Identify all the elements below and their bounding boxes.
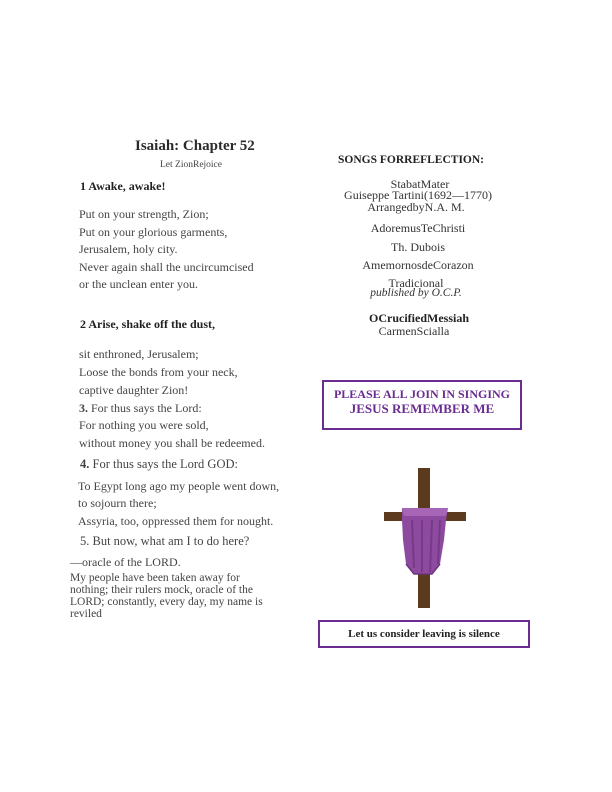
songs-heading: SONGS FORREFLECTION:: [338, 154, 485, 166]
closing-line: reviled: [70, 608, 102, 620]
verse1-line: Jerusalem, holy city.: [79, 242, 178, 256]
singing-banner: [322, 380, 522, 430]
verse2-line: captive daughter Zion!: [79, 383, 189, 397]
verse3-heading: [79, 400, 202, 416]
verse4-text: For thus says the Lord GOD:: [89, 457, 238, 471]
banner-line2: JESUS REMEMBER ME: [349, 401, 495, 416]
song-composer: Guiseppe Tartini(1692—1770): [344, 188, 492, 202]
verse4-line: to sojourn there;: [78, 496, 157, 510]
closing-line: My people have been taken away for: [70, 572, 240, 584]
verse4-heading: [80, 456, 238, 472]
silence-note-text: Let us consider leaving is silence: [348, 628, 500, 640]
closing-line: nothing; their rulers mock, oracle of the: [70, 584, 253, 596]
song-title: AmemornosdeCorazon: [362, 258, 474, 272]
song-composer: Tradicional: [388, 276, 444, 290]
verse3-number: 3.: [79, 401, 88, 415]
banner-line1: PLEASE ALL JOIN IN SINGING: [333, 387, 511, 401]
silence-note-box: [318, 620, 530, 648]
song-title: OCrucifiedMessiah: [369, 311, 469, 325]
song-arranger: ArrangedbyN.A. M.: [367, 200, 465, 214]
cross-with-purple-cloth-icon: [384, 468, 466, 608]
verse3-line: For nothing you were sold,: [79, 418, 209, 432]
publisher-credit: published by O.C.P.: [370, 287, 462, 299]
verse1-line: Put on your glorious garments,: [79, 225, 228, 239]
song-composer: Th. Dubois: [391, 240, 445, 254]
verse4-line: Assyria, too, oppressed them for nought.: [78, 514, 274, 528]
verse5-line: 5. But now, what am I to do here?: [80, 534, 250, 548]
page-subtitle: Let ZionRejoice: [160, 160, 222, 170]
oracle-line: —oracle of the LORD.: [70, 555, 181, 569]
song-composer: CarmenScialla: [378, 324, 450, 338]
verse1-heading: 1 Awake, awake!: [80, 179, 166, 193]
verse3-line: without money you shall be redeemed.: [79, 436, 265, 450]
song-title: AdoremusTeChristi: [370, 221, 466, 235]
verse1-line: Never again shall the uncircumcised: [79, 260, 254, 274]
verse1-line: or the unclean enter you.: [79, 277, 198, 291]
verse2-heading: 2 Arise, shake off the dust,: [80, 317, 216, 331]
verse4-line: To Egypt long ago my people went down,: [78, 479, 280, 493]
closing-line: LORD; constantly, every day, my name is: [70, 596, 263, 608]
verse2-line: sit enthroned, Jerusalem;: [79, 347, 199, 361]
verse4-number: 4.: [80, 457, 90, 471]
verse1-line: Put on your strength, Zion;: [79, 207, 209, 221]
verse3-text: For thus says the Lord:: [88, 401, 202, 415]
song-title: StabatMater: [390, 177, 450, 191]
verse2-line: Loose the bonds from your neck,: [79, 365, 238, 379]
page-title: Isaiah: Chapter 52: [135, 138, 255, 154]
